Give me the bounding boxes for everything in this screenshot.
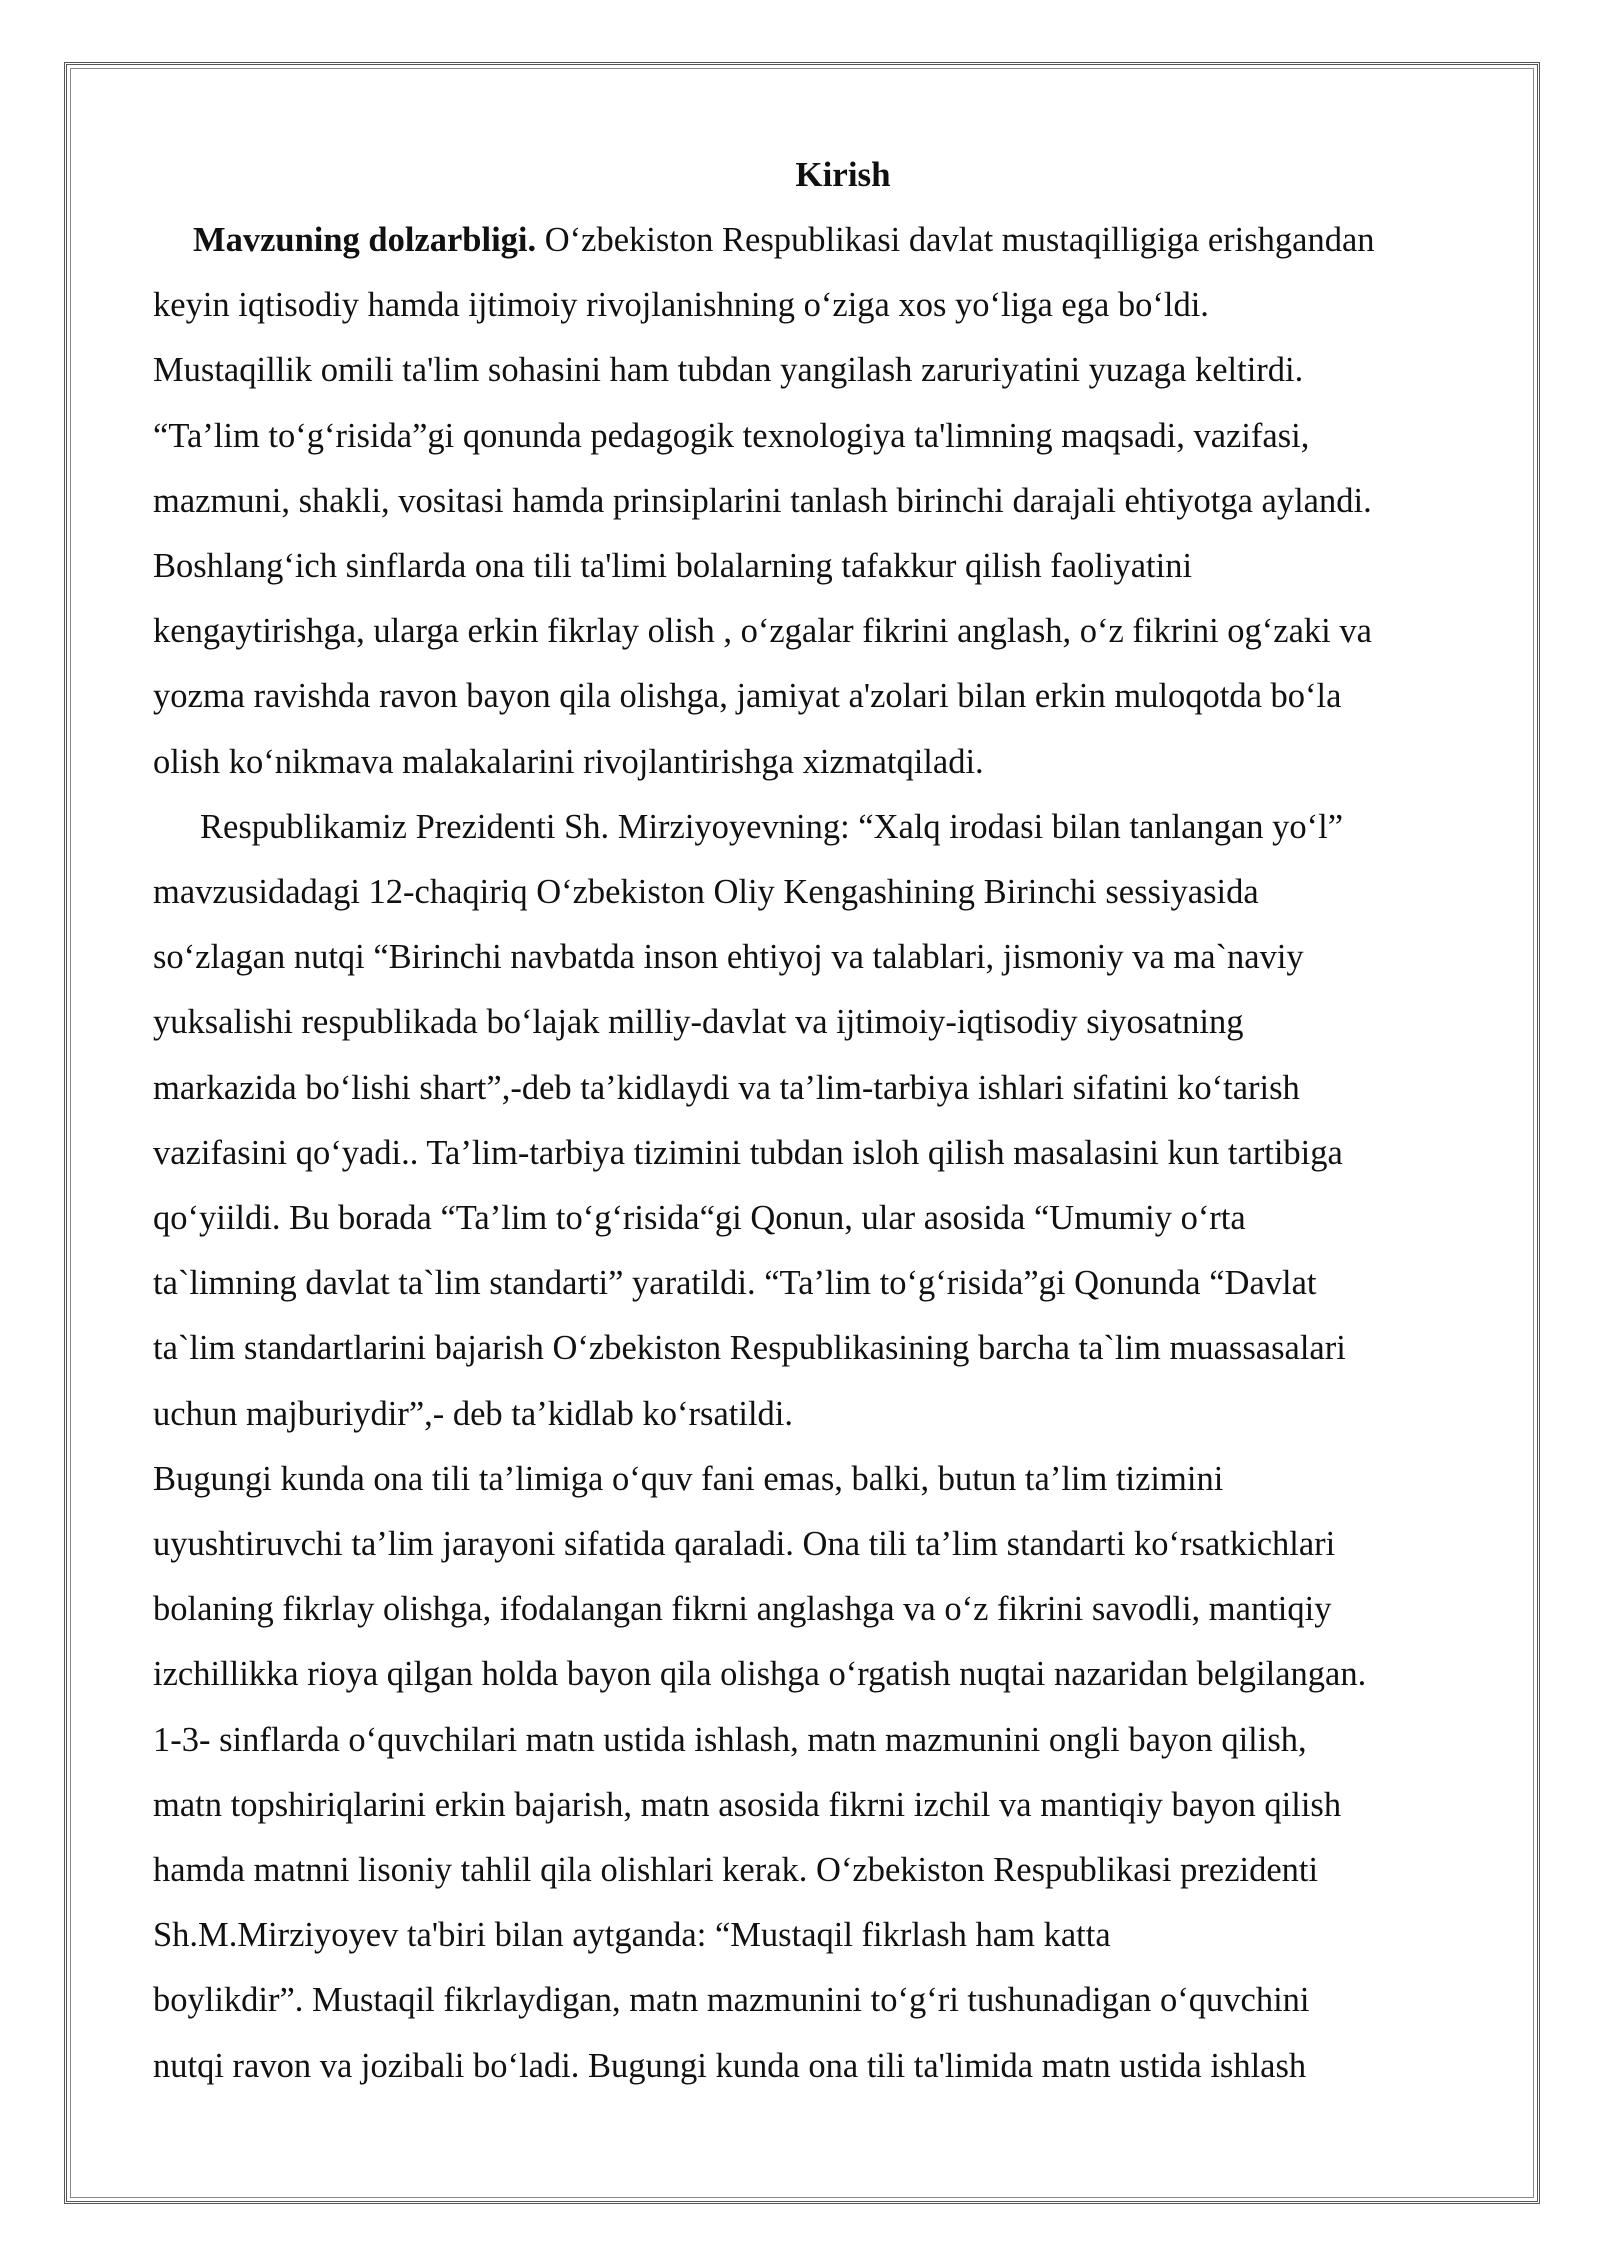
text-line: ta`lim standartlarini bajarish O‘zbekiston Respublikasining barcha ta`lim muassasalari	[153, 1329, 1346, 1368]
text-line: matn topshiriqlarini erkin bajarish, matn asosida fikrni izchil va mantiqiy bayon qilish	[153, 1785, 1342, 1824]
text-line: markazida bo‘lishi shart”,-deb ta’kidlaydi va ta’lim-tarbiya ishlari sifatini ko‘tarish	[153, 1068, 1300, 1107]
text-line: Bugungi kunda ona tili ta’limiga o‘quv fani emas, balki, butun ta’lim tizimini	[153, 1459, 1224, 1498]
text-line: uchun majburiydir”,- deb ta’kidlab ko‘rsatildi.	[153, 1394, 793, 1433]
text-line: Boshlang‘ich sinflarda ona tili ta'limi bolalarning tafakkur qilish faoliyatini	[153, 547, 1193, 586]
text-line: nutqi ravon va jozibali bo‘ladi. Bugungi kunda ona tili ta'limida matn ustida ishlash	[153, 2046, 1307, 2085]
paragraph-president-speech	[153, 795, 1493, 1447]
text-line: yuksalishi respublikada bo‘lajak milliy-davlat va ijtimoiy-iqtisodiy siyosatning	[153, 1003, 1244, 1042]
text-line: Sh.M.Mirziyoyev ta'biri bilan aytganda: “Mustaqil fikrlash ham katta	[153, 1916, 1111, 1955]
text-line: ta`limning davlat ta`lim standarti” yaratildi. “Ta’lim to‘g‘risida”gi Qonunda “Davlat	[153, 1264, 1317, 1303]
text-line: so‘zlagan nutqi “Birinchi navbatda inson ehtiyoj va talablari, jismoniy va ma`naviy	[153, 938, 1304, 977]
text-line: keyin iqtisodiy hamda ijtimoiy rivojlanishning o‘ziga xos yo‘liga ega bo‘ldi.	[153, 286, 1209, 325]
section-lead: Mavzuning dolzarbligi.	[193, 221, 537, 259]
text-line: “Ta’lim to‘g‘risida”gi qonunda pedagogik texnologiya ta'limning maqsadi, vazifasi,	[153, 416, 1310, 455]
document-body	[153, 148, 1493, 2099]
text-line: mazmuni, shakli, vositasi hamda prinsiplarini tanlash birinchi darajali ehtiyotga aylandi.	[153, 481, 1372, 520]
text-line: mavzusidadagi 12-chaqiriq O‘zbekiston Oliy Kengashining Birinchi sessiyasida	[153, 873, 1259, 912]
paragraph-mother-tongue	[153, 1447, 1493, 2099]
text-line: kengaytirishga, ularga erkin fikrlay olish , o‘zgalar fikrini anglash, o‘z fikrini og‘zaki va	[153, 612, 1372, 651]
text-line: 1-3- sinflarda o‘quvchilari matn ustida ishlash, matn mazmunini ongli bayon qilish,	[153, 1720, 1307, 1759]
text-line: olish ko‘nikmava malakalarini rivojlantirishga xizmatqiladi.	[153, 742, 984, 781]
paragraph-relevance	[153, 208, 1493, 795]
text-line: qo‘yiildi. Bu borada “Ta’lim to‘g‘risida“gi Qonun, ular asosida “Umumiy o‘rta	[153, 1199, 1246, 1238]
text-line: bolaning fikrlay olishga, ifodalangan fikrni anglashga va o‘z fikrini savodli, mantiqiy	[153, 1590, 1332, 1629]
text-line: uyushtiruvchi ta’lim jarayoni sifatida qaraladi. Ona tili ta’lim standarti ko‘rsatkichlari	[153, 1525, 1336, 1564]
text-line: hamda matnni lisoniy tahlil qila olishlari kerak. O‘zbekiston Respublikasi prezidenti	[153, 1851, 1319, 1890]
text-line: boylikdir”. Mustaqil fikrlaydigan, matn mazmunini to‘g‘ri tushunadigan o‘quvchini	[153, 1981, 1310, 2020]
text-line	[153, 208, 1493, 273]
text-line: izchillikka rioya qilgan holda bayon qila olishga o‘rgatish nuqtai nazaridan belgilangan.	[153, 1655, 1367, 1694]
text-line: Mustaqillik omili ta'lim sohasini ham tubdan yangilash zaruriyatini yuzaga keltirdi.	[153, 351, 1304, 390]
text-line: Respublikamiz Prezidenti Sh. Mirziyoyevning: “Xalq irodasi bilan tanlangan yo‘l”	[200, 807, 1344, 846]
text-line: vazifasini qo‘yadi.. Ta’lim-tarbiya tizimini tubdan isloh qilish masalasini kun tartibiga	[153, 1133, 1343, 1172]
text-line: yozma ravishda ravon bayon qila olishga, jamiyat a'zolari bilan erkin muloqotda bo‘la	[153, 677, 1342, 716]
text-span: O‘zbekiston Respublikasi davlat mustaqilligiga erishgandan	[536, 221, 1375, 259]
document-title: Kirish	[795, 155, 891, 194]
